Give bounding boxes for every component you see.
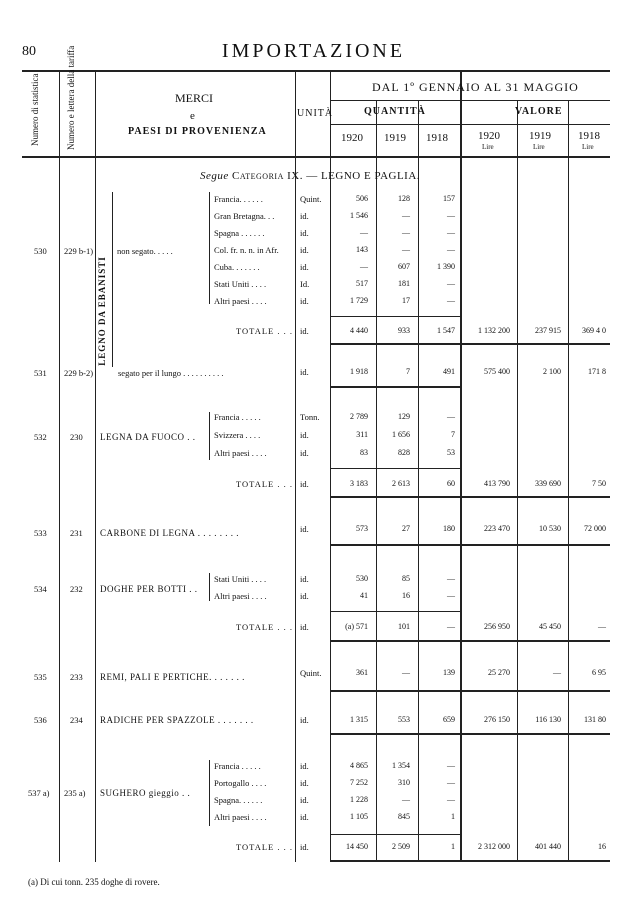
value-cell: 2 312 000 [478,842,510,851]
rule-t537-bottom [330,860,610,862]
tariff-534: 232 [70,584,83,594]
quantity-cell: (a) 571 [345,622,368,631]
rule-t532-bottom [330,496,610,498]
stat-533: 533 [34,528,47,538]
tariff-530: 229 b-1) [64,246,94,256]
header-merci: MERCI [175,91,214,105]
country-label: Altri paesi . . . . [214,812,267,822]
unit-cell: id. [300,296,309,306]
bracket-537 [209,760,210,826]
country-label: Altri paesi . . . . [214,591,267,601]
quantity-cell: 16 [402,591,410,600]
header-bottom-rule [22,156,610,158]
value-cell: 413 790 [484,479,510,488]
quantity-cell: — [447,778,455,787]
quantity-cell: 180 [443,524,455,533]
quantity-cell: — [402,795,410,804]
header-tariff-number: Numero e lettera della tariffa [66,45,76,150]
quantity-cell: 85 [402,574,410,583]
col-divider-4 [330,70,331,862]
quantity-cell: — [447,279,455,288]
value-cell: 116 130 [535,715,561,724]
country-label: Svizzera . . . . [214,430,261,440]
col-divider-8 [517,100,518,862]
value-cell: — [598,622,606,631]
unit-cell: id. [300,842,309,852]
side-label-legno-ebanisti: LEGNO DA EBANISTI [97,256,107,366]
quantity-cell: 83 [360,448,368,457]
quantity-cell: 573 [356,524,368,533]
country-label: Altri paesi . . . . [214,296,267,306]
quantity-cell: 27 [402,524,410,533]
stat-535: 535 [34,672,47,682]
unit-cell: id. [300,715,309,725]
quantity-cell: 4 440 [350,326,368,335]
quantity-cell: — [402,211,410,220]
quantity-cell: — [360,262,368,271]
quantity-cell: 310 [398,778,410,787]
quantity-cell: — [447,296,455,305]
page-number: 80 [22,44,36,59]
country-label: Francia . . . . . [214,761,261,771]
quantity-cell: 7 [451,430,455,439]
header-stat-number: Numero di statistica [30,73,40,146]
unit-cell: id. [300,622,309,632]
quantity-cell: — [447,211,455,220]
value-cell: 237 915 [535,326,561,335]
year-q-1920: 1920 [341,132,363,144]
unit-cell: id. [300,795,309,805]
quantity-cell: — [402,228,410,237]
quantity-cell: — [447,761,455,770]
quantity-cell: 1 390 [437,262,455,271]
header-e: e [190,110,195,122]
quantity-cell: 2 509 [392,842,410,851]
quantity-cell: 517 [356,279,368,288]
value-cell: 131 80 [584,715,606,724]
country-label: Stati Uniti . . . . [214,574,267,584]
quantity-cell: 933 [398,326,410,335]
quantity-cell: — [447,591,455,600]
quantity-cell: 1 729 [350,296,368,305]
unit-cell: id. [300,574,309,584]
unit-cell: id. [300,211,309,221]
quantity-cell: 491 [443,367,455,376]
col-divider-6 [418,100,419,862]
col-divider-7 [460,70,462,862]
total-label: TOTALE . . . [236,622,293,632]
label-535: REMI, PALI E PERTICHE. . . . . . . [100,672,245,682]
country-label: Portogallo . . . . [214,778,267,788]
quantity-cell: 607 [398,262,410,271]
quantity-cell: 41 [360,591,368,600]
country-label: Spagna. . . . . . [214,795,263,805]
quantity-cell: — [402,245,410,254]
quantity-cell: 143 [356,245,368,254]
header-paesi: PAESI DI PROVENIENZA [128,126,267,137]
rule-t530-top [330,316,460,317]
value-cell: 339 690 [535,479,561,488]
unit-cell: id. [300,430,309,440]
unit-cell: id. [300,812,309,822]
label-531: segato per il lungo . . . . . . . . . . [118,368,224,378]
header-top-rule [22,70,610,72]
country-label: Altri paesi . . . . [214,448,267,458]
col-divider-1 [59,70,60,862]
value-cell: 1 132 200 [478,326,510,335]
header-period-rule [330,100,610,101]
lire-label-3: Lire [582,143,594,151]
country-label: Cuba. . . . . . . [214,262,260,272]
quantity-cell: 311 [356,430,368,439]
total-label: TOTALE . . . [236,479,293,489]
quantity-cell: 1 [451,842,455,851]
quantity-cell: 1 315 [350,715,368,724]
rule-533 [330,544,610,546]
quantity-cell: 1 [451,812,455,821]
unit-cell: id. [300,479,309,489]
label-533: CARBONE DI LEGNA . . . . . . . . [100,528,239,538]
rule-536 [330,733,610,735]
country-label: Francia. . . . . . [214,194,263,204]
total-label: TOTALE . . . [236,326,293,336]
stat-532: 532 [34,432,47,442]
tariff-533: 231 [70,528,83,538]
quantity-cell: 17 [402,296,410,305]
value-cell: 25 270 [488,668,510,677]
unit-cell: id. [300,262,309,272]
quantity-cell: 828 [398,448,410,457]
unit-cell: id. [300,591,309,601]
rule-t537-top [330,834,460,835]
quantity-cell: — [447,574,455,583]
quantity-cell: 2 789 [350,412,368,421]
bracket-530 [209,192,210,304]
unit-cell: id. [300,448,309,458]
footnote: (a) Di cui tonn. 235 doghe di rovere. [28,877,160,887]
header-unita: UNITÀ [297,108,334,119]
quantity-cell: 129 [398,412,410,421]
value-cell: 401 440 [535,842,561,851]
unit-cell: id. [300,778,309,788]
value-cell: 7 50 [592,479,606,488]
quantity-cell: 1 656 [392,430,410,439]
value-cell: 223 470 [484,524,510,533]
lire-label-2: Lire [533,143,545,151]
year-q-1918: 1918 [426,132,448,144]
quantity-cell: 361 [356,668,368,677]
quantity-cell: — [447,412,455,421]
unit-cell: Quint. [300,194,322,204]
quantity-cell: 7 252 [350,778,368,787]
country-label: Francia . . . . . [214,412,261,422]
stat-530: 530 [34,246,47,256]
value-cell: 10 530 [539,524,561,533]
tariff-535: 233 [70,672,83,682]
quantity-cell: 845 [398,812,410,821]
tariff-536: 234 [70,715,83,725]
value-cell: 369 4 0 [582,326,606,335]
value-cell: 276 150 [484,715,510,724]
tariff-531: 229 b-2) [64,368,94,378]
value-cell: 45 450 [539,622,561,631]
value-cell: 6 95 [592,668,606,677]
quantity-cell: 181 [398,279,410,288]
unit-cell: id. [300,245,309,255]
quantity-cell: — [360,228,368,237]
col-divider-9 [568,100,569,862]
stat-536: 536 [34,715,47,725]
unit-cell: id. [300,228,309,238]
quantity-cell: 7 [406,367,410,376]
rule-t534-bottom [330,640,610,642]
quantity-cell: 1 918 [350,367,368,376]
rule-t530-bottom [330,343,610,345]
col-divider-2 [95,70,96,862]
category-heading [200,170,420,182]
quantity-cell: — [447,245,455,254]
rule-535 [330,690,610,692]
quantity-cell: 4 865 [350,761,368,770]
unit-cell: id. [300,326,309,336]
quantity-cell: 1 547 [437,326,455,335]
value-cell: 171 8 [588,367,606,376]
quantity-cell: 2 613 [392,479,410,488]
quantity-cell: 1 354 [392,761,410,770]
side-bracket [112,192,113,367]
page-title: IMPORTAZIONE [221,40,406,62]
year-v-1919: 1919 [529,130,551,142]
total-label: TOTALE . . . [236,842,293,852]
country-label: Gran Bretagna. . . [214,211,275,221]
rule-t532-top [330,468,460,469]
label-532: LEGNA DA FUOCO . . [100,432,196,442]
stat-534: 534 [34,584,47,594]
quantity-cell: — [447,795,455,804]
quantity-cell: 506 [356,194,368,203]
label-537: SUGHERO gieggio . . [100,788,191,798]
quantity-cell: 157 [443,194,455,203]
quantity-cell: — [402,668,410,677]
value-cell: 2 100 [543,367,561,376]
label-534: DOGHE PER BOTTI . . [100,584,198,594]
bracket-534 [209,573,210,601]
rule-t534-top [330,611,460,612]
header-quantita: QUANTITÀ [364,106,426,117]
quantity-cell: 553 [398,715,410,724]
unit-cell: id. [300,367,309,377]
rule-531 [330,386,460,388]
quantity-cell: 128 [398,194,410,203]
value-cell: 16 [598,842,606,851]
year-q-1919: 1919 [384,132,406,144]
bracket-532 [209,412,210,460]
unit-cell: Id. [300,279,310,289]
col-divider-5 [376,100,377,862]
value-cell: 256 950 [484,622,510,631]
value-cell: — [553,668,561,677]
label-536: RADICHE PER SPAZZOLE . . . . . . . [100,715,254,725]
quantity-cell: 1 228 [350,795,368,804]
unit-cell: id. [300,761,309,771]
quantity-cell: 659 [443,715,455,724]
header-subrule [330,124,610,125]
label-530: non segato. . . . . [117,246,173,256]
year-v-1918: 1918 [578,130,600,142]
quantity-cell: 139 [443,668,455,677]
quantity-cell: 14 450 [346,842,368,851]
category-segue: Segue [200,170,229,182]
country-label: Col. fr. n. n. in Afr. [214,245,279,255]
header-period: DAL 1º GENNAIO AL 31 MAGGIO [372,80,579,94]
quantity-cell: — [447,228,455,237]
country-label: Stati Uniti . . . . [214,279,267,289]
unit-cell: id. [300,524,309,534]
category-cat: Categoria [232,170,284,182]
country-label: Spagna . . . . . . [214,228,265,238]
stat-531: 531 [34,368,47,378]
year-v-1920: 1920 [478,130,500,142]
quantity-cell: 101 [398,622,410,631]
quantity-cell: 60 [447,479,455,488]
quantity-cell: 1 546 [350,211,368,220]
tariff-537: 235 a) [64,788,86,798]
col-divider-3 [295,70,296,862]
unit-cell: Tonn. [300,412,320,422]
quantity-cell: 53 [447,448,455,457]
header-valore: VALORE [515,106,563,117]
value-cell: 72 000 [584,524,606,533]
quantity-cell: 1 105 [350,812,368,821]
value-cell: 575 400 [484,367,510,376]
lire-label-1: Lire [482,143,494,151]
quantity-cell: 3 183 [350,479,368,488]
quantity-cell: 530 [356,574,368,583]
stat-537: 537 a) [28,788,50,798]
category-name: IX. — LEGNO E PAGLIA. [287,170,421,182]
tariff-532: 230 [70,432,83,442]
quantity-cell: — [447,622,455,631]
unit-cell: Quint. [300,668,322,678]
